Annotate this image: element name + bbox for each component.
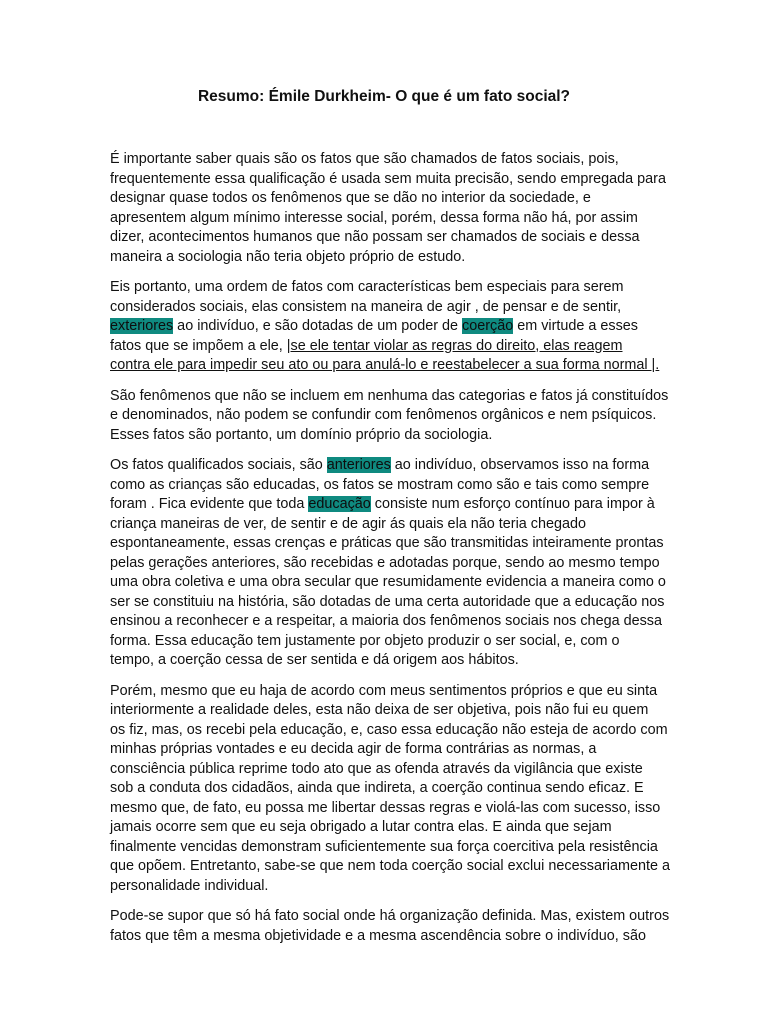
text-line bbox=[110, 632, 662, 652]
text-run: maneira a sociologia não teria objeto próprio de estudo. bbox=[110, 248, 466, 265]
text-run: os fiz, mas, os recebi pela educação, e, caso essa educação não esteja de acordo com bbox=[110, 721, 668, 738]
text-run: que opõem. Entretanto, sabe-se que nem toda coerção social exclui necessariamente a bbox=[110, 858, 670, 874]
text-line bbox=[110, 927, 662, 947]
text-line bbox=[110, 228, 662, 248]
text-line bbox=[110, 554, 662, 574]
text-line bbox=[110, 877, 662, 897]
text-line bbox=[110, 534, 662, 554]
text-line bbox=[110, 907, 670, 927]
text-run: foram . Fica evidente que toda bbox=[110, 496, 309, 512]
text-line bbox=[110, 426, 662, 446]
text-run: em virtude a esses bbox=[513, 318, 638, 334]
text-run: espontaneamente, essas crenças e práticas que são transmitidas inteiramente prontas bbox=[110, 535, 664, 551]
text-run: sob a conduta dos cidadãos, ainda que indireta, a coerção continua sendo eficaz. E bbox=[110, 780, 644, 796]
highlighted-term: educação bbox=[308, 496, 371, 512]
text-line bbox=[110, 456, 662, 476]
text-run: São fenômenos que não se incluem em nenhuma das categorias e fatos já constituídos bbox=[110, 387, 669, 404]
text-line bbox=[110, 857, 670, 877]
text-line bbox=[110, 573, 666, 593]
text-line bbox=[110, 515, 662, 535]
text-line bbox=[110, 406, 662, 426]
text-line bbox=[110, 278, 662, 298]
text-run: ao indivíduo, observamos isso na forma bbox=[390, 457, 650, 473]
text-line bbox=[110, 779, 662, 799]
text-run: pelas gerações anteriores, são recebidas e adotadas porque, sendo ao mesmo tempo bbox=[110, 554, 660, 571]
text-run: mesmo que, de fato, eu possa me libertar dessas regras e violá-las com sucesso, isso bbox=[110, 799, 661, 816]
underlined-text: |se ele tentar violar as regras do direito, elas reagem bbox=[286, 337, 623, 354]
text-run: Eis portanto, uma ordem de fatos com características bem especiais para serem bbox=[110, 279, 624, 295]
text-line bbox=[110, 740, 662, 760]
text-line bbox=[110, 387, 669, 407]
text-line bbox=[110, 248, 662, 268]
paragraph bbox=[110, 278, 662, 376]
text-line bbox=[110, 612, 662, 632]
text-run: Porém, mesmo que eu haja de acordo com meus sentimentos próprios e que eu sinta bbox=[110, 682, 658, 699]
text-run: frequentemente essa qualificação é usada sem muita precisão, sendo empregada para bbox=[110, 170, 666, 187]
highlighted-term: coerção bbox=[462, 318, 514, 334]
text-run: criança maneiras de ver, de sentir e de agir ás quais ela não teria chegado bbox=[110, 515, 586, 532]
text-line bbox=[110, 337, 662, 357]
text-run: personalidade individual. bbox=[110, 877, 269, 894]
text-run: Os fatos qualificados sociais, são bbox=[110, 457, 327, 473]
text-run: interiormente a realidade deles, esta não deixa de ser objetiva, pois não fui eu quem bbox=[110, 702, 649, 718]
text-line bbox=[110, 317, 662, 337]
text-line bbox=[110, 209, 662, 229]
text-line bbox=[110, 818, 662, 838]
text-run: fatos que têm a mesma objetividade e a mesma ascendência sobre o indivíduo, são bbox=[110, 927, 646, 944]
text-line bbox=[110, 593, 665, 613]
text-run: designar quase todos os fenômenos que se dão no interior da sociedade, e bbox=[110, 190, 591, 206]
text-line bbox=[110, 651, 662, 671]
text-run: Esses fatos são portanto, um domínio próprio da sociologia. bbox=[110, 426, 493, 443]
text-run: dizer, acontecimentos humanos que não possam ser chamados de sociais e dessa bbox=[110, 229, 640, 245]
text-line bbox=[110, 721, 668, 741]
text-line bbox=[110, 476, 662, 496]
text-line bbox=[110, 150, 662, 170]
text-run: ser se constituiu na história, são dotadas de uma certa autoridade que a educação nos bbox=[110, 593, 665, 610]
text-run: É importante saber quais são os fatos que são chamados de fatos sociais, pois, bbox=[110, 151, 619, 167]
text-run: ao indivíduo, e são dotadas de um poder de bbox=[173, 318, 463, 334]
text-line bbox=[110, 760, 662, 780]
text-run: considerados sociais, elas consistem na maneira de agir , de pensar e de sentir, bbox=[110, 298, 622, 315]
document-title: Resumo: Émile Durkheim- O que é um fato social? bbox=[197, 88, 571, 105]
paragraph bbox=[110, 150, 666, 267]
text-run: minhas próprias vontades e eu decida agir de forma contrárias as normas, a bbox=[110, 741, 597, 757]
text-run: forma. Essa educação tem justamente por objeto produzir o ser social, e, com o bbox=[110, 632, 620, 649]
text-line bbox=[110, 356, 662, 376]
text-run: Pode-se supor que só há fato social onde há organização definida. Mas, existem outros bbox=[110, 908, 670, 924]
text-line bbox=[110, 495, 662, 515]
text-run: fatos que se impõem a ele, bbox=[110, 337, 287, 354]
text-run: consciência pública reprime todo ato que as ofenda através da vigilância que existe bbox=[110, 760, 643, 777]
paragraph bbox=[110, 456, 666, 671]
text-line bbox=[110, 682, 662, 702]
highlighted-term: anteriores bbox=[326, 457, 391, 473]
text-run: ensinou a reconhecer e a respeitar, a maioria dos fenômenos sociais nos chega dessa bbox=[110, 613, 662, 629]
document-body bbox=[110, 150, 670, 957]
paragraph bbox=[110, 682, 670, 897]
text-line bbox=[110, 298, 662, 318]
text-run: finalmente vencidas demonstram suficientemente sua força coercitiva pela resistência bbox=[110, 838, 658, 855]
text-line bbox=[110, 189, 662, 209]
text-run: como as crianças são educadas, os fatos se mostram como são e tais como sempre bbox=[110, 476, 650, 493]
text-line bbox=[110, 799, 662, 819]
text-run: uma obra coletiva e uma obra secular que resumidamente evidencia a maneira como o bbox=[110, 574, 666, 590]
text-run: apresentem algum mínimo interesse social, porém, dessa forma não há, por assim bbox=[110, 209, 638, 226]
text-run: tempo, a coerção cessa de ser sentida e dá origem aos hábitos. bbox=[110, 652, 519, 668]
text-run: e denominados, não podem se confundir com fenômenos orgânicos e nem psíquicos. bbox=[110, 407, 657, 423]
paragraph bbox=[110, 907, 670, 946]
underlined-text: contra ele para impedir seu ato ou para anulá-lo e reestabelecer a sua forma normal |. bbox=[110, 357, 660, 373]
text-run: jamais ocorre sem que eu seja obrigado a lutar contra elas. E ainda que sejam bbox=[110, 819, 612, 835]
text-line bbox=[110, 170, 666, 190]
text-line bbox=[110, 838, 662, 858]
text-line bbox=[110, 701, 662, 721]
paragraph bbox=[110, 387, 669, 446]
highlighted-term: exteriores bbox=[110, 318, 174, 334]
text-run: consiste num esforço contínuo para impor à bbox=[370, 496, 655, 512]
